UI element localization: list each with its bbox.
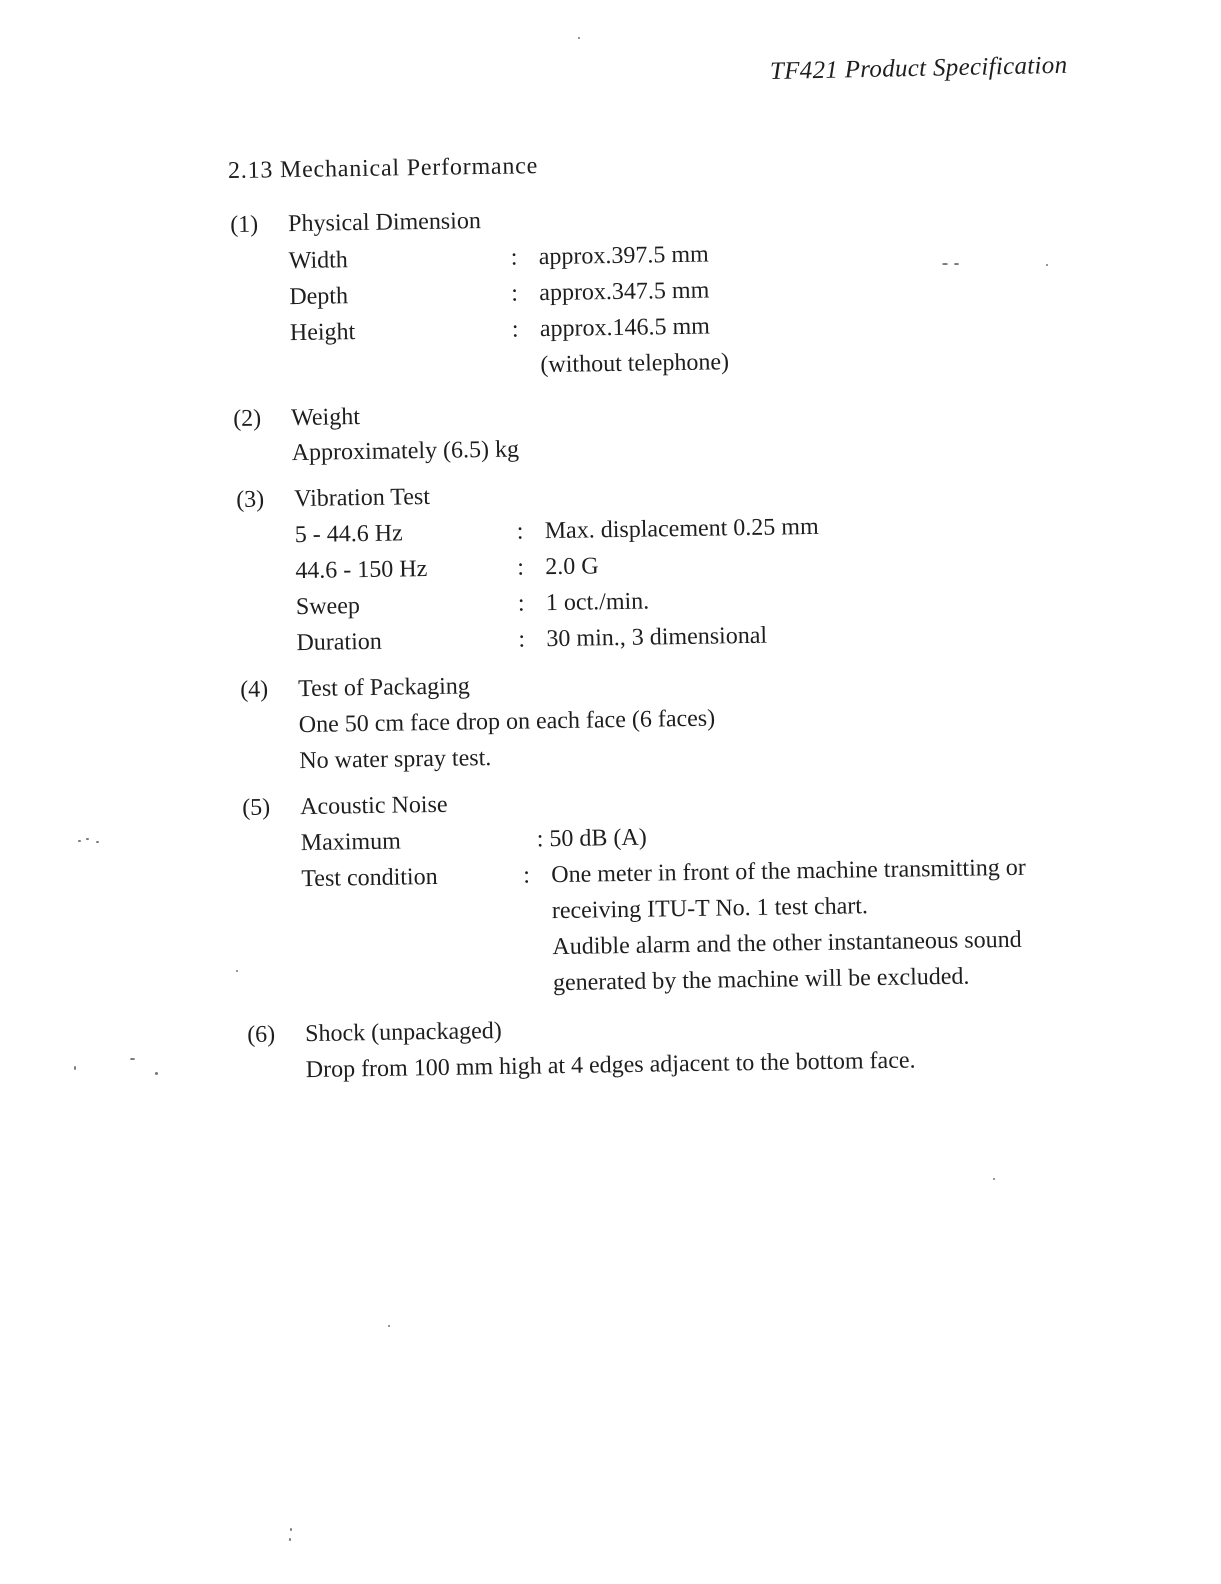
spec-value: Audible alarm and the other instantaneous sound (552, 926, 1022, 961)
spec-label: Height (289, 319, 356, 347)
spec-line: Drop from 100 mm high at 4 edges adjacent to the bottom face. (305, 1047, 916, 1084)
scan-speck (290, 1528, 292, 1531)
scan-speck (289, 1538, 291, 1541)
scan-speck (74, 1066, 76, 1070)
item-title: Test of Packaging (297, 673, 470, 703)
spec-colon: : (516, 518, 524, 545)
spec-value: receiving ITU-T No. 1 test chart. (551, 893, 869, 925)
spec-label: Test condition (301, 863, 438, 893)
spec-label: 5 - 44.6 Hz (294, 520, 403, 549)
item-number: (1) (230, 211, 259, 238)
spec-value: 2.0 G (545, 553, 599, 581)
spec-line: Approximately (6.5) kg (291, 436, 520, 467)
item-title: Shock (unpackaged) (304, 1018, 502, 1048)
scan-speck (388, 1325, 390, 1327)
spec-colon: : (517, 590, 525, 617)
spec-value: One meter in front of the machine transmitting or (551, 854, 1026, 889)
item-number: (4) (240, 676, 269, 703)
spec-value: Max. displacement 0.25 mm (544, 513, 819, 545)
spec-colon: : (517, 554, 525, 581)
scan-speck (78, 840, 81, 842)
spec-label: Maximum (300, 828, 401, 857)
scan-speck (86, 838, 89, 840)
spec-colon: : (510, 244, 518, 271)
item-number: (2) (233, 405, 262, 432)
spec-colon: : (518, 626, 526, 653)
item-title: Vibration Test (293, 483, 431, 513)
spec-colon: : (523, 862, 531, 889)
item-title: Acoustic Noise (299, 791, 448, 821)
spec-line: No water spray test. (299, 745, 492, 775)
scan-speck (1046, 264, 1048, 266)
spec-value: approx.347.5 mm (539, 277, 710, 307)
scan-speck (236, 970, 238, 972)
spec-colon: : (511, 280, 519, 307)
spec-label: Duration (296, 628, 382, 657)
spec-label: 44.6 - 150 Hz (295, 556, 428, 585)
section-title: 2.13 Mechanical Performance (227, 153, 539, 184)
spec-label: Width (288, 247, 349, 275)
spec-value: 30 min., 3 dimensional (546, 622, 768, 653)
scan-speck (96, 841, 99, 843)
item-number: (3) (236, 486, 265, 513)
spec-value: approx.397.5 mm (538, 241, 709, 271)
spec-line: One 50 cm face drop on each face (6 faces) (298, 705, 716, 739)
spec-label: Depth (289, 283, 349, 311)
spec-label: Sweep (295, 593, 361, 621)
spec-value: approx.146.5 mm (539, 313, 711, 343)
item-title: Physical Dimension (287, 208, 482, 238)
scan-speck (130, 1058, 135, 1060)
spec-colon: : (511, 316, 519, 343)
scan-speck (942, 263, 948, 265)
scan-speck (155, 1072, 158, 1075)
item-title: Weight (290, 404, 361, 432)
item-number: (5) (242, 794, 271, 821)
spec-value: : 50 dB (A) (536, 824, 647, 853)
item-number: (6) (247, 1021, 276, 1048)
spec-value: generated by the machine will be excluded. (552, 963, 970, 997)
scan-speck (578, 37, 580, 39)
spec-value: (without telephone) (540, 349, 730, 379)
page-header: TF421 Product Specification (769, 51, 1068, 85)
scan-speck (993, 1178, 995, 1180)
spec-value: 1 oct./min. (545, 588, 650, 617)
scan-speck (954, 263, 959, 265)
